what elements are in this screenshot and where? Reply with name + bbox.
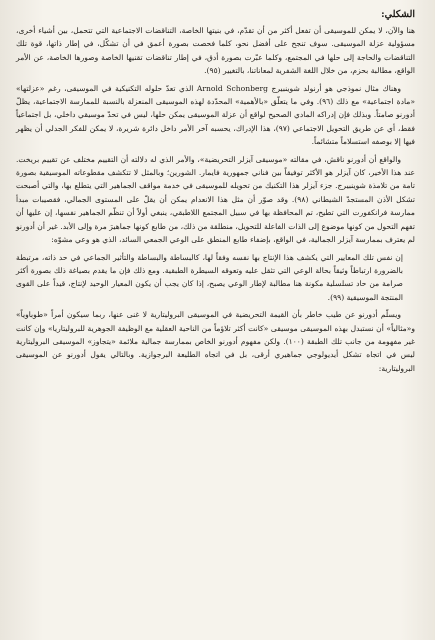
paragraph-3: والواقع أن أدورنو ناقش، في مقالته «موسيقى آيزلر التحريضية»، والأمر الذي له دلالته أن التقييم مختلف عن تقييم بريخت. عند هذا الأخير، كان آيزلر هو الأكثر توفيقاً بين فناني جمهورية فايمار. الشورين؛ وبالمثل لا تتكشف مقطوعاته الموسيقية بصورة تامة من تلامذة شوينبيرج. جزء آيزلر هذا التكنيك من تحويله للموسيقى في خدمة مواقف الجماهير التي يتطلع بها، والتي أصبحت تشكل الأذن المستجدّ الشيطاني (٩٨). وقد صوّر أن مثل هذا الانعدام يمكن أن يقلّ على المستوى الجمالي، فقصيبات مبدأ ممارسة فرانكفورت التي تطيح، تم المحافظة بها في سبيل المجتمع اللاطبقي، ينبغي أولاً أن تنظّم الجماهير نفسها، إن عليها أن تفهم التحول من كونها موضوع إلى الذات الفاعلة للتحويل، منطلقة من ذلك، من طابع كونها جماهيرَ مرة وإلى الأبد. غير أن أدورنو لم يعترف بممارسة آيزلر الجمالية، في الواقع، بإضفاء طابع المنطق على الوعي الجمعي السائد، الذي هو وعي مشوّه: bbox=[16, 154, 416, 245]
block-quote: إن نفس تلك المعايير التي يكشف هذا الإنتاج بها نفسه وفقاً لها، كالبساطة والبساطة والتأثير الجماعي في حد ذاته، مرتبطة بالضرورة ارتباطاً وثيقاً بحالة الوعي التي تثقل عليه وتعوقه السيطرة الطبقية. ومع ذلك فإن ما يقدم بصياغة ذلك بصورة أكثر صرامة من حاد تسلسلية مكونة هنا مطالبة لإطار الوعي يصبح، إذا كان يجب أن يكون المعيار الوحيد لإنتاج، قيداً على القوى المنتجة الموسيقية (٩٩). bbox=[16, 252, 403, 302]
section-heading: الشكلي: bbox=[381, 9, 415, 20]
paragraph-2: وهناك مثال نموذجي هو أرنولد شوينبيرج Arnold Schonberg الذي تعدّ حلوله التكنيكية في الموسيقى، رغم «عزلتها» «مادة اجتماعية» مع ذلك (٩٦). وفي ما يتعلّق «بالأهمية» المحدّدة لهذه الموسيقى المنعزلة بالنسبة للممارسة الاجتماعية، يظلّ أدورنو صامتاً. وبذلك فإن إدراكه المادي الصحيح لواقع أن عزلة الموسيقى يمكن حلها، ليس في تحدّ موسيقي داخلي، بل اجتماعياً فقط، أي عن طريق التحويل الاجتماعي (٩٧)، هذا الإدراك، يحسبه آخر الأمر داخل دائرة شريرة، لا يمكن للفكر الجدلي أن يظهر فيها إلا بوصفه استسلاماً متشائماً. bbox=[16, 83, 416, 147]
closing-paragraph: ويسلّم أدورنو عن طيب خاطر بأن القيمة التحريضية في الموسيقى البروليتارية لا غنى عنها، ربما سيكون أمراً «طوباوياً» و«مثالياً» أن نستبدل بهذه الموسيقى موسيقى «كانت أكثر تلاؤماً من الناحية العقلية مع الوظيفة الجوهرية للبروليتاريا» وإن كانت غير مفهومة من جانب تلك الطبقة (١٠٠). ولكن مفهوم أدورنو الخاص بممارسة جمالية ملائمة «يتجاوز» الموسيقى البروليتارية ليس في اتجاه تشكل أيديولوجي جماهيري أرقى، بل في اتجاه الطليعة البرجوازية. وبالتالي يقول أدورنو عن الموسيقى البروليتارية: bbox=[16, 310, 415, 373]
paragraph-1: هنا والآن، لا يمكن للموسيقى أن تفعل أكثر من أن تقدّم، في بنيتها الخاصة، التناقضات الاجتماعية التي تتحمل، بين أشياء أخرى، مسؤولية عزلة الموسيقى. سوف تنجح على أفضل نحو، كلما فحصت بصورة أعمق في أن تشكّل، في إطار ذاتها، قوة تلك التناقضات والحاجة إلى حلها في المجتمع، وكلما عبّرت بصورة أدق، في إطار تناقضات تقنيها الخاصة وصورها الخاصة، عن الأمر الواقع، مطالبة بحزم، من خلال اللغة الشفرية لمعاناتنا، بالتغيير (٩٥). bbox=[16, 26, 415, 76]
